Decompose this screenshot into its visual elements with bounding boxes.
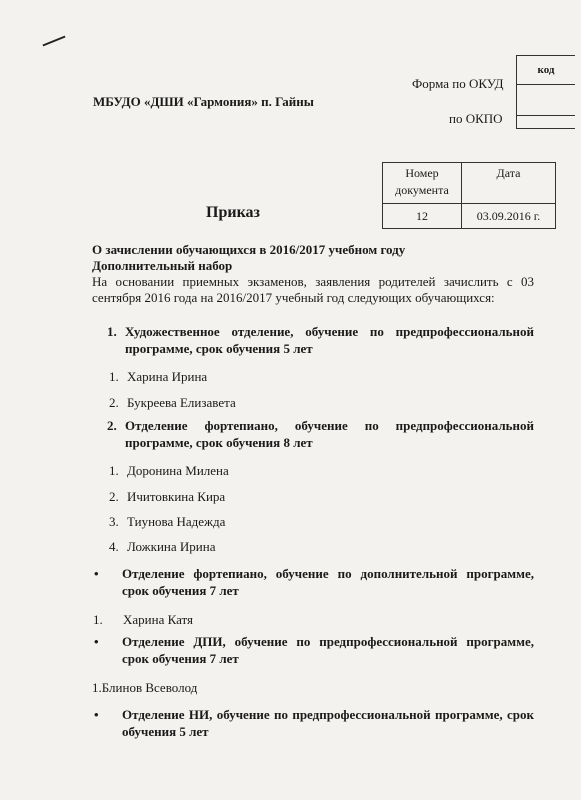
section-marker: 2.: [107, 418, 117, 433]
organization-name: МБУДО «ДШИ «Гармония» п. Гайны: [93, 94, 314, 109]
document-info-table: [382, 162, 556, 229]
section-heading: [92, 706, 534, 740]
order-preamble: [92, 242, 534, 306]
student-name: Тиунова Надежда: [127, 514, 226, 529]
student-name: Букреева Елизавета: [127, 395, 236, 410]
section-heading-text: Отделение НИ, обучение по предпрофессиональной программе, срок обучения 5 лет: [122, 707, 534, 739]
student-number: 1.: [109, 463, 119, 478]
doc-date-header: Дата: [462, 163, 556, 204]
okud-label: Форма по ОКУД: [412, 76, 504, 91]
order-title: Приказ: [206, 204, 260, 221]
student-item: [109, 463, 229, 479]
student-number: 1.: [93, 612, 103, 627]
section-heading-text: Отделение фортепиано, обучение по дополнительной программе, срок обучения 7 лет: [122, 566, 534, 598]
section-heading: [109, 417, 534, 451]
order-intro: На основании приемных экзаменов, заявления родителей зачислить с 03 сентября 2016 года на 2016/2017 учебный год следующих обучающихся:: [92, 274, 534, 305]
order-subject: О зачислении обучающихся в 2016/2017 учебном году: [92, 242, 406, 257]
student-number: 2.: [109, 489, 119, 504]
okud-code-grid: [516, 55, 575, 129]
section-heading: [92, 633, 534, 667]
student-item: [109, 514, 225, 530]
student-item: [92, 680, 197, 696]
student-item: [109, 489, 225, 505]
doc-number-value: 12: [383, 204, 462, 229]
student-item: [109, 395, 236, 411]
student-name: Ложкина Ирина: [127, 539, 216, 554]
okpo-label: по ОКПО: [449, 111, 503, 126]
student-item: [109, 539, 215, 555]
student-name: Доронина Милена: [127, 463, 229, 478]
order-subtitle: Дополнительный набор: [92, 258, 233, 273]
student-item: [109, 369, 207, 385]
doc-date-value: 03.09.2016 г.: [462, 204, 556, 229]
section-heading-text: Художественное отделение, обучение по предпрофессиональной программе, срок обучения 5 лет: [125, 324, 534, 356]
section-heading: [92, 565, 534, 599]
section-heading: [109, 323, 534, 357]
bullet-marker: •: [94, 566, 99, 581]
doc-number-header: Номер документа: [383, 163, 462, 204]
student-name: Харина Ирина: [127, 369, 208, 384]
student-name: 1.Блинов Всеволод: [92, 680, 198, 695]
section-heading-text: Отделение фортепиано, обучение по предпрофессиональной программе, срок обучения 8 лет: [125, 418, 534, 450]
section-marker: 1.: [107, 324, 117, 339]
code-header: код: [517, 56, 575, 85]
section-heading-text: Отделение ДПИ, обучение по предпрофессиональной программе, срок обучения 7 лет: [122, 634, 534, 666]
okud-code-cell: [517, 85, 575, 116]
scan-pen-mark: [42, 36, 65, 47]
student-number: 4.: [109, 539, 119, 554]
student-number: 1.: [109, 369, 119, 384]
student-name: Ичитовкина Кира: [127, 489, 226, 504]
student-name: Харина Катя: [123, 612, 194, 627]
bullet-marker: •: [94, 707, 99, 722]
bullet-marker: •: [94, 634, 99, 649]
student-item: [93, 612, 193, 628]
student-number: 3.: [109, 514, 119, 529]
student-number: 2.: [109, 395, 119, 410]
